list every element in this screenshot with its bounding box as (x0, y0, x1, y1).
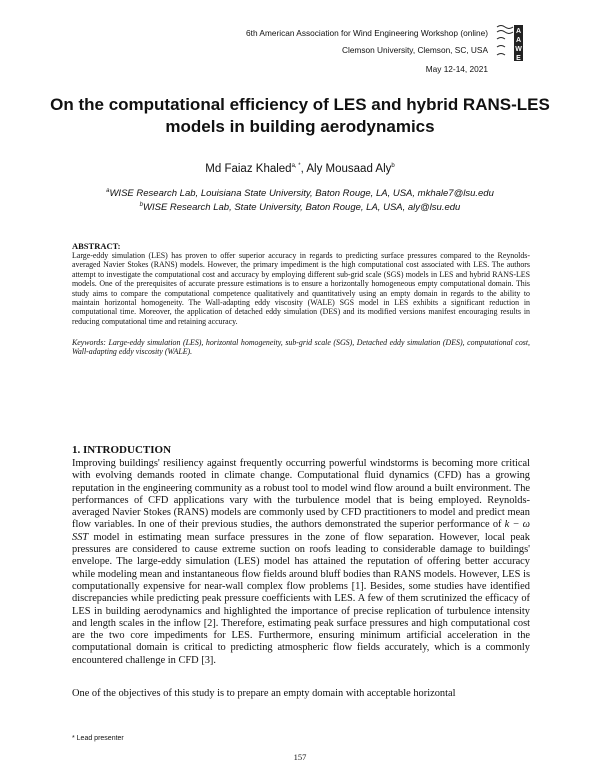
author-1: Md Faiaz Khaled (205, 163, 292, 175)
abstract-body: Large-eddy simulation (LES) has proven to offer superior accuracy in regards to predicting surface pressures compared to the Reynolds-averaged Navier Stokes (RANS) models. However, the primary impediment is the high computational cost associated with LES. The authors attempt to investigate the computational cost and accuracy by employing different sub-grid scale (SGS) models in LES and hybrid RANS-LES models. One of the prerequisites of accurate pressure estimations is to ensure a horizontally homogeneous empty computational domain. This study aims to compare the computational competence qualitatively and quantitatively using an empty domain in regards to the ability to maintain horizontal homogeneity. The Wall-adapting eddy viscosity (WALE) SGS model in LES exhibits a significant reduction in computational time. Moreover, the application of detached eddy simulation (DES) and its modified versions manifest encouraging results in reducing computational time and retaining accuracy. (72, 251, 530, 326)
logo-letter: A (515, 37, 522, 44)
section-heading-introduction: 1. INTRODUCTION (72, 444, 172, 456)
author-1-superscript: a, * (291, 163, 301, 170)
affiliation-b (0, 202, 600, 213)
page-number: 157 (293, 752, 307, 762)
paper-title (40, 94, 560, 138)
introduction-paragraph-1 (72, 458, 530, 667)
keywords: Keywords: Large-eddy simulation (LES), horizontal homogeneity, sub-grid scale (SGS), Detached eddy simulation (DES), computational cost, Wall-adapting eddy viscosity (WALE). (72, 338, 530, 357)
logo-letter: E (516, 55, 521, 62)
footnote: * Lead presenter (72, 735, 124, 742)
affiliation-b-text: WISE Research Lab, State University, Baton Rouge, LA, USA, aly@lsu.edu (143, 202, 461, 214)
aawe-logo (495, 23, 525, 63)
header-line-1: 6th American Association for Wind Engineering Workshop (online) (246, 28, 488, 38)
title-line-1: On the computational efficiency of LES and hybrid RANS-LES (50, 95, 550, 114)
author-list (0, 163, 600, 175)
affiliation-b-superscript: b (139, 202, 143, 208)
intro-text-part-2: model in estimating mean surface pressures in the zone of flow separation. However, local peak pressures are considered to cause extreme suction on roofs leading to considerable damage to buildings' envelope. The large-eddy simulation (LES) model has attained the reputation of offering better accuracy while modeling mean and instantaneous flow fields around bluff bodies than RANS models. However, LES is computationally expensive for near-wall complex flow problems [1]. Besides, some studies have identified discrepancies while predicting peak pressure coefficients with LES. A few of them scrutinized the efficacy of LES in building aerodynamics and highlighted the importance of precise replication of turbulence intensity and length scales in the inflow [2]. Therefore, estimating peak surface pressures and high computational cost are the two core impediments for LES. Furthermore, ensuring minimum artificial acceleration in the computational domain is critical to predicting atmospheric flow fields accurately, which is a commonly encountered challenge in CFD [3]. (72, 531, 530, 666)
header-line-2: Clemson University, Clemson, SC, USA (341, 45, 488, 55)
header-line-3: May 12-14, 2021 (425, 64, 488, 74)
logo-letter: W (515, 46, 522, 53)
affiliation-a-superscript: a (106, 188, 110, 194)
author-2-superscript: b (391, 163, 395, 170)
affiliation-a (0, 188, 600, 199)
author-separator: , (300, 163, 307, 175)
logo-letter: A (515, 28, 522, 35)
title-line-2: models in building aerodynamics (165, 117, 435, 136)
author-2: Aly Mousaad Aly (306, 163, 392, 175)
abstract-heading: ABSTRACT: (72, 241, 121, 251)
affiliation-a-text: WISE Research Lab, Louisiana State University, Baton Rouge, LA, USA, mkhale7@lsu.edu (109, 188, 494, 200)
intro-text-part-1: Improving buildings' resiliency against frequently occurring powerful windstorms is becoming more critical with evolving demands rooted in climate change. Computational fluid dynamics (CFD) has a growing reputation in the engineering community as a robust tool to model wind flow around a built environment. The performances of CFD applications vary with the turbulence model that is being employed. Reynolds-averaged Navier Stokes (RANS) models are commonly used by CFD practitioners to model and predict mean flow variables. In one of their previous studies, the authors demonstrated the superior performance of (72, 458, 530, 531)
math-k-omega-sst: k − ω SST (72, 519, 530, 543)
introduction-paragraph-2: One of the objectives of this study is to prepare an empty domain with acceptable horizontal (72, 688, 456, 699)
